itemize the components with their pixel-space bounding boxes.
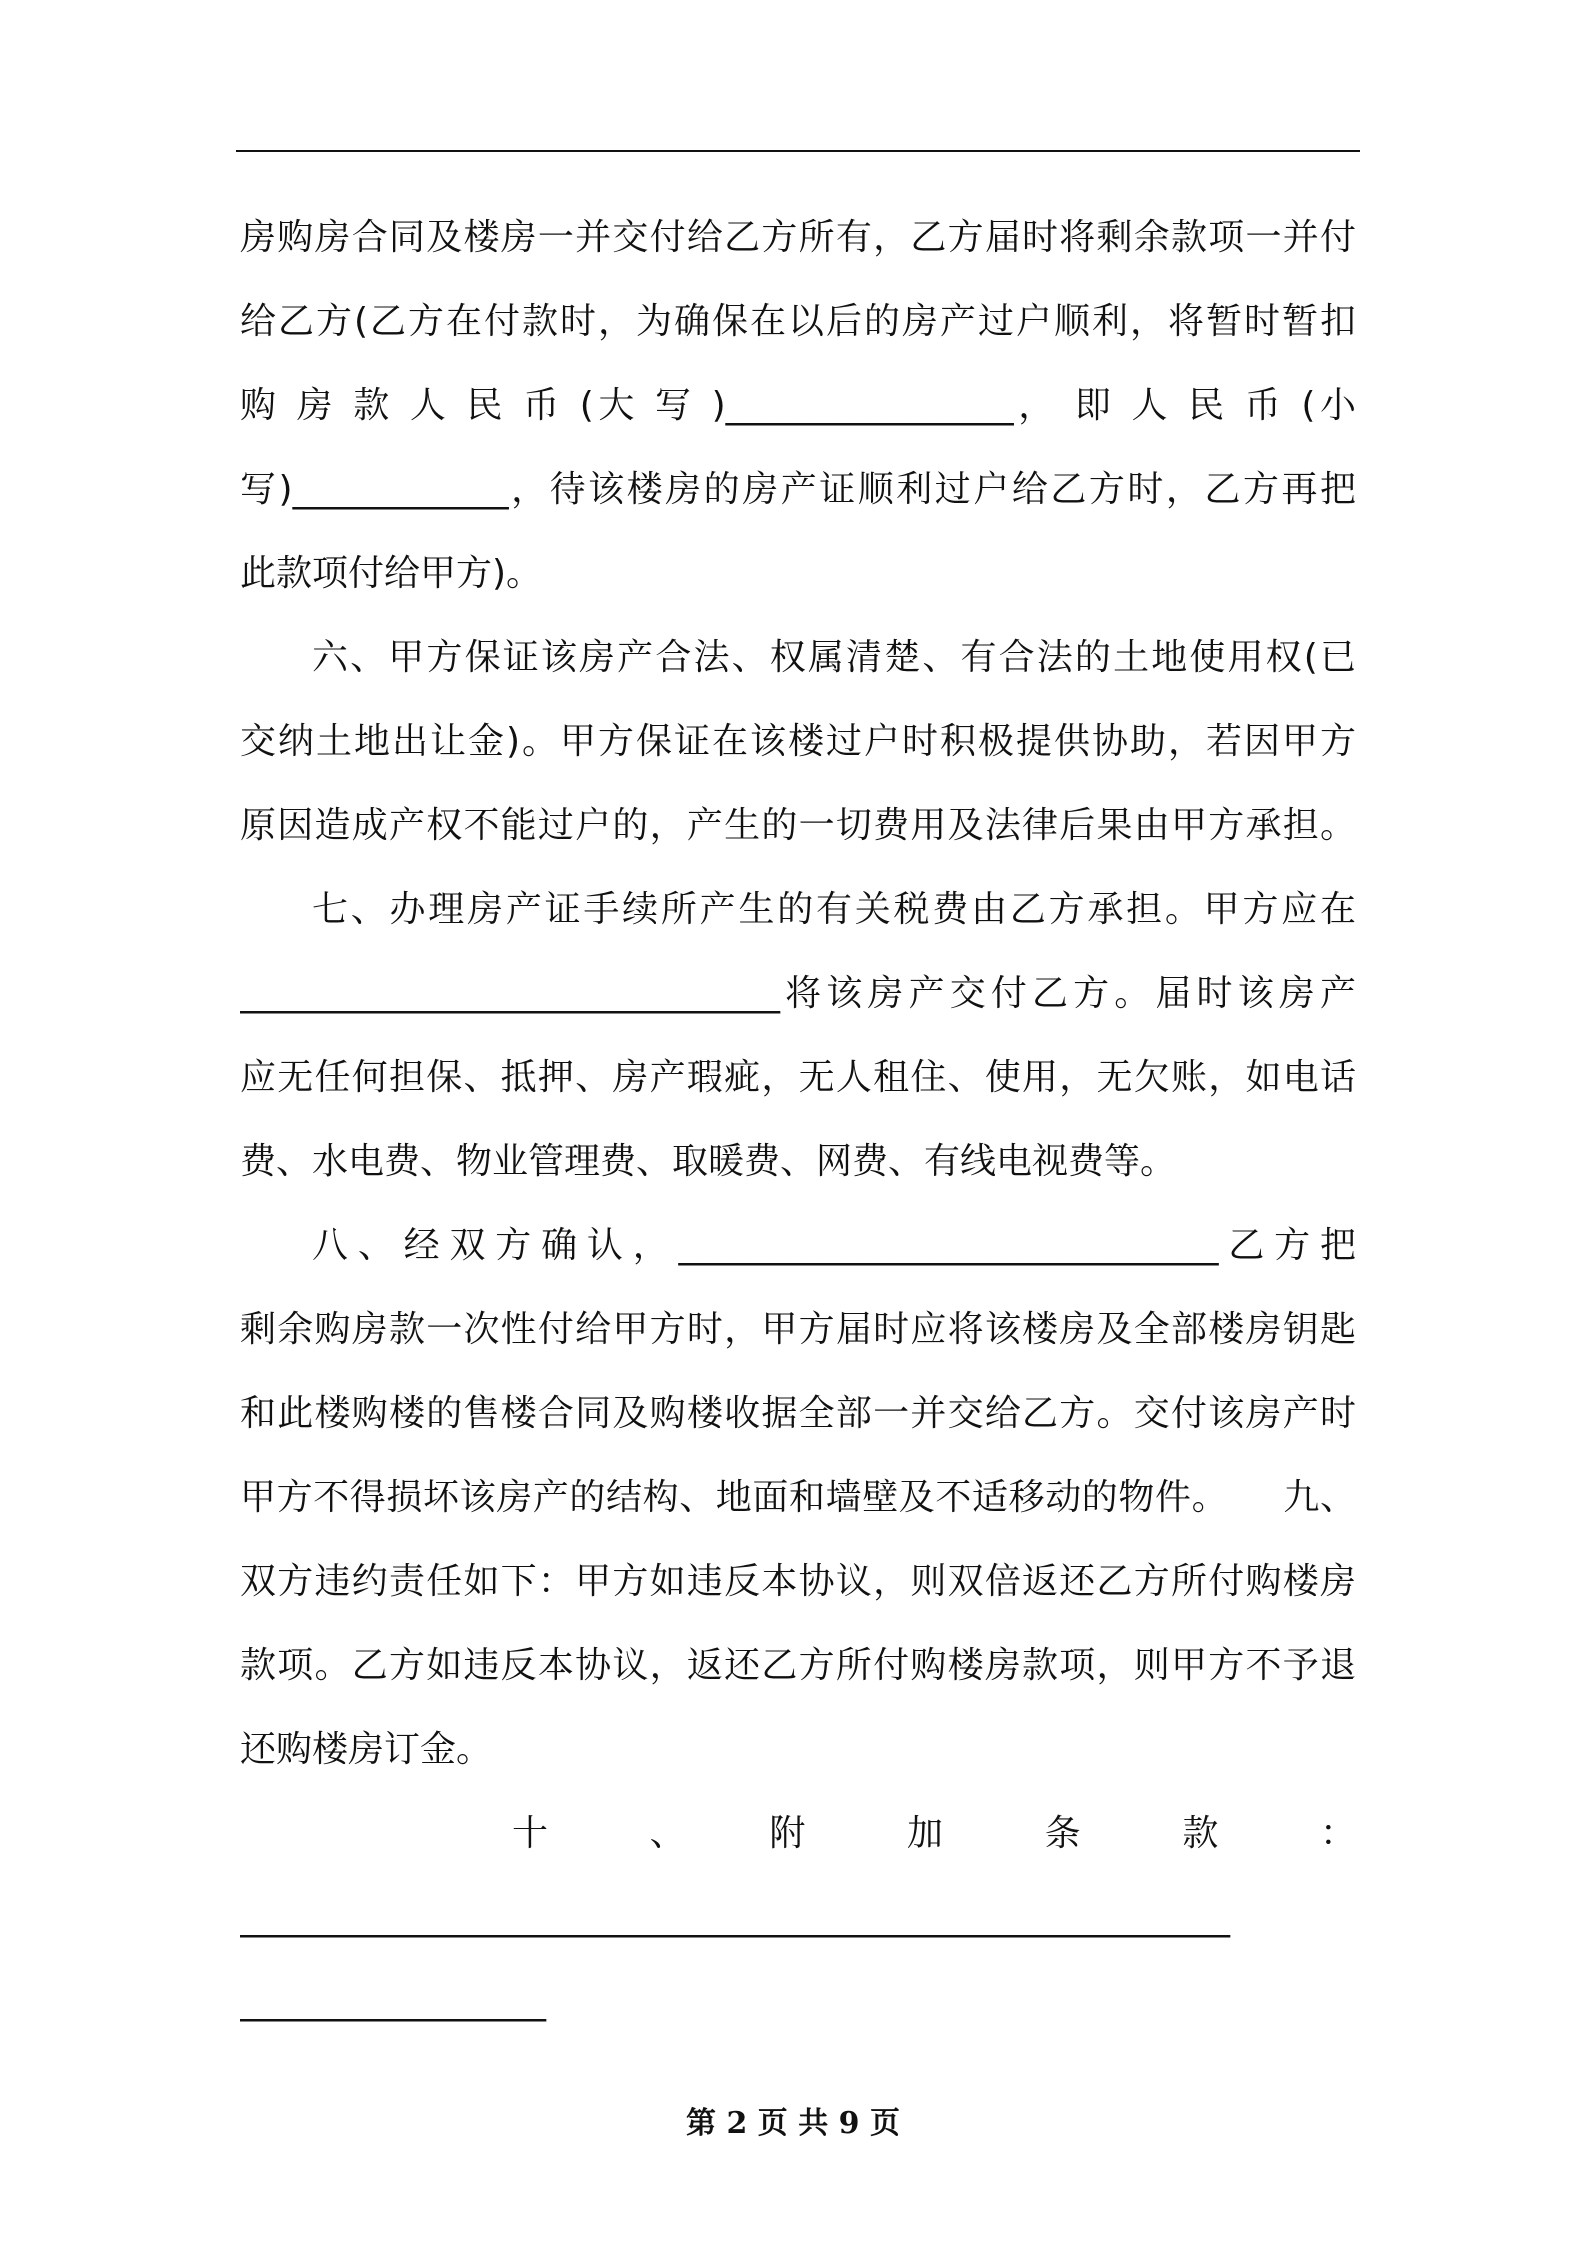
text-line: 交纳土地出让金)。甲方保证在该楼过户时积极提供协助，若因甲方: [240, 721, 1356, 762]
blank-fill-line: _________________: [240, 1981, 546, 2022]
text-line: 还购楼房订金。: [240, 1729, 493, 1770]
clause-8-line: 八、经双方确认，______________________________乙方把: [312, 1225, 1356, 1266]
text-line: 写)____________，待该楼房的房产证顺利过户给乙方时，乙方再把: [240, 469, 1356, 510]
clause-10-heading: 十 、 附 加 条 款 ：: [512, 1813, 1356, 1854]
document-body: [240, 196, 1356, 2044]
clause-7-line: 七、办理房产证手续所产生的有关税费由乙方承担。甲方应在: [312, 889, 1356, 930]
text-line: 款项。乙方如违反本协议，返还乙方所付购楼房款项，则甲方不予退: [240, 1645, 1356, 1686]
text-line: 应无任何担保、抵押、房产瑕疵，无人租住、使用，无欠账，如电话: [240, 1057, 1356, 1098]
page-number-footer: 第 2 页 共 9 页: [686, 2106, 900, 2141]
text-line: 此款项付给甲方)。: [240, 553, 543, 594]
header-rule: [236, 150, 1360, 152]
text-line: 和此楼购楼的售楼合同及购楼收据全部一并交给乙方。交付该房产时: [240, 1393, 1356, 1434]
text-line: 双方违约责任如下：甲方如违反本协议，则双倍返还乙方所付购楼房: [240, 1561, 1356, 1602]
text-line: 甲方不得损坏该房产的结构、地面和墙壁及不适移动的物件。 九、: [240, 1477, 1356, 1518]
clause-6-line: 六、甲方保证该房产合法、权属清楚、有合法的土地使用权(已: [312, 637, 1356, 678]
text-line: 房购房合同及楼房一并交付给乙方所有，乙方届时将剩余款项一并付: [240, 217, 1356, 258]
text-line: 费、水电费、物业管理费、取暖费、网费、有线电视费等。: [240, 1141, 1177, 1182]
blank-fill-line: _______________________________________________________: [240, 1897, 1230, 1938]
text-line: 剩余购房款一次性付给甲方时，甲方届时应将该楼房及全部楼房钥匙: [240, 1309, 1356, 1350]
text-line: 给乙方(乙方在付款时，为确保在以后的房产过户顺利，将暂时暂扣: [240, 301, 1356, 342]
text-line: 购 房 款 人 民 币 (大 写 )________________， 即 人 民 币 (小: [240, 385, 1356, 426]
text-line: 原因造成产权不能过户的，产生的一切费用及法律后果由甲方承担。: [240, 805, 1356, 846]
text-line: ______________________________将该房产交付乙方。届时该房产: [240, 973, 1356, 1014]
